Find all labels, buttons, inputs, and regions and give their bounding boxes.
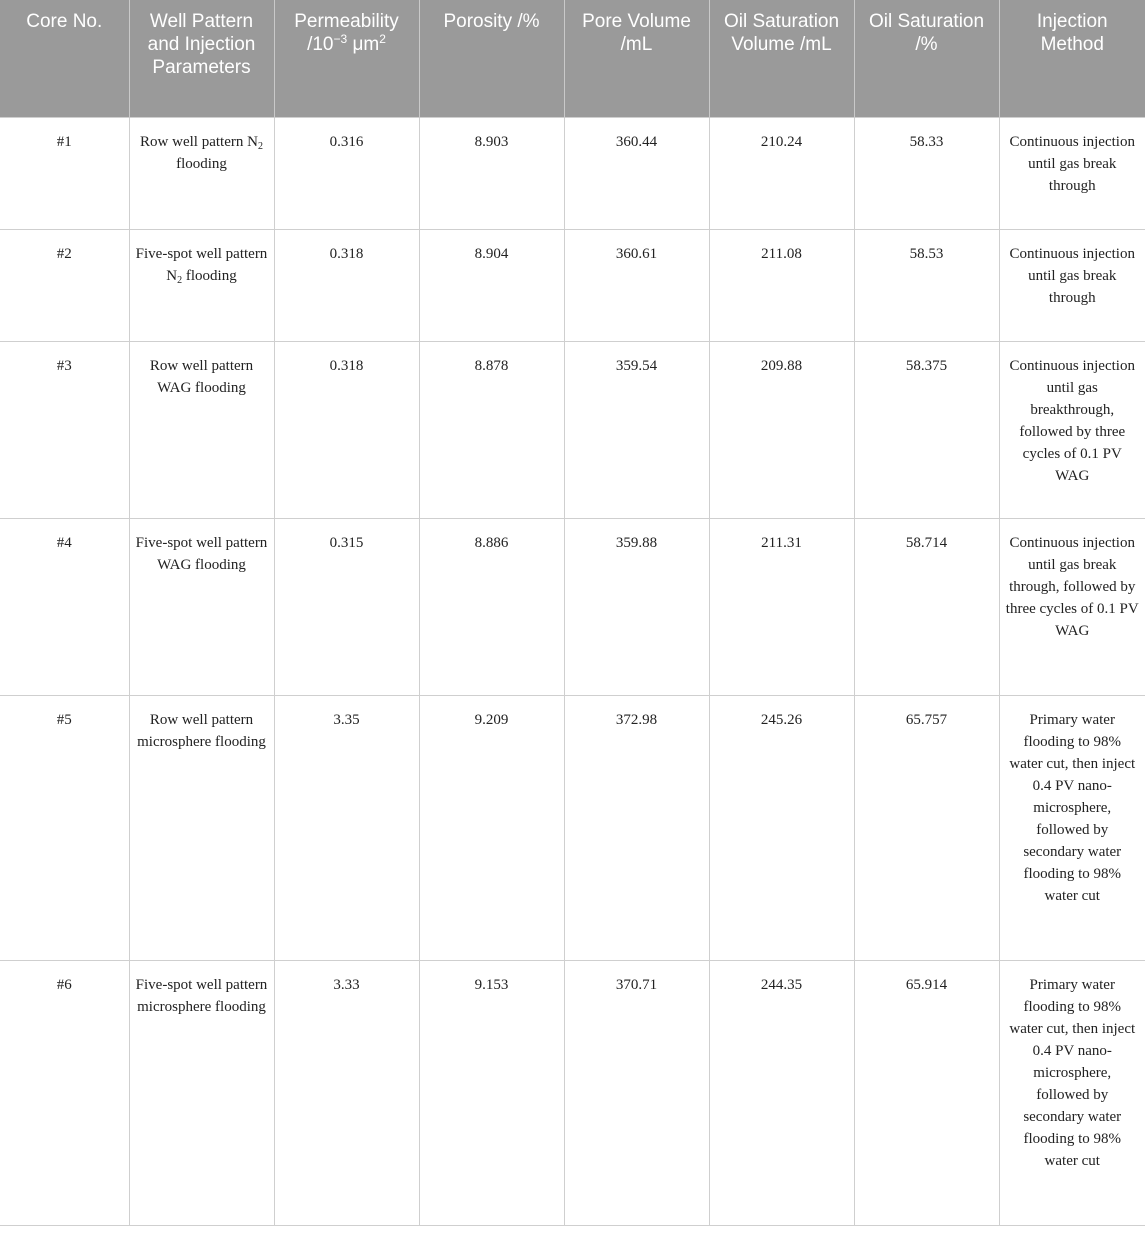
cell-porosity: 8.904 <box>419 229 564 341</box>
cell-oil-saturation-volume: 245.26 <box>709 695 854 960</box>
cell-porosity: 8.903 <box>419 117 564 229</box>
cell-well-pattern: Five-spot well pattern microsphere flooding <box>129 960 274 1225</box>
cell-permeability: 3.35 <box>274 695 419 960</box>
cell-core-no: #4 <box>0 518 129 695</box>
cell-core-no: #3 <box>0 341 129 518</box>
cell-porosity: 9.153 <box>419 960 564 1225</box>
table-row <box>0 695 1145 960</box>
header-row <box>0 0 1145 117</box>
table-row <box>0 341 1145 518</box>
cell-well-pattern: Five-spot well pattern $N_2$ flooding <box>129 229 274 341</box>
header-porosity: Porosity /% <box>419 0 564 117</box>
cell-oil-saturation: 65.914 <box>854 960 999 1225</box>
cell-injection-method: Continuous injection until gas breakthrough, followed by three cycles of 0.1 PV WAG <box>999 341 1145 518</box>
cell-oil-saturation-volume: 211.31 <box>709 518 854 695</box>
cell-porosity: 8.878 <box>419 341 564 518</box>
cell-injection-method: Primary water flooding to 98% water cut, then inject 0.4 PV nano-microsphere, followed by secondary water flooding to 98% water cut <box>999 695 1145 960</box>
cell-oil-saturation-volume: 211.08 <box>709 229 854 341</box>
cell-oil-saturation-volume: 244.35 <box>709 960 854 1225</box>
header-pore-volume: Pore Volume /mL <box>564 0 709 117</box>
header-oil-saturation-volume: Oil Saturation Volume /mL <box>709 0 854 117</box>
cell-well-pattern: Row well pattern microsphere flooding <box>129 695 274 960</box>
cell-oil-saturation-volume: 210.24 <box>709 117 854 229</box>
cell-oil-saturation: 58.375 <box>854 341 999 518</box>
cell-oil-saturation: 58.53 <box>854 229 999 341</box>
cell-permeability: 0.316 <box>274 117 419 229</box>
cell-core-no: #1 <box>0 117 129 229</box>
header-oil-saturation: Oil Saturation /% <box>854 0 999 117</box>
header-well-pattern: Well Pattern and Injection Parameters <box>129 0 274 117</box>
table-row <box>0 229 1145 341</box>
cell-pore-volume: 360.44 <box>564 117 709 229</box>
cell-well-pattern: Row well pattern $N_2$ flooding <box>129 117 274 229</box>
table-row <box>0 960 1145 1225</box>
header-permeability <box>274 0 419 117</box>
header-injection-method: Injection Method <box>999 0 1145 117</box>
cell-core-no: #2 <box>0 229 129 341</box>
cell-permeability: 0.318 <box>274 229 419 341</box>
table-row <box>0 117 1145 229</box>
cell-core-no: #6 <box>0 960 129 1225</box>
cell-well-pattern: Five-spot well pattern WAG flooding <box>129 518 274 695</box>
cell-oil-saturation: 58.33 <box>854 117 999 229</box>
cell-permeability: 0.318 <box>274 341 419 518</box>
cell-core-no: #5 <box>0 695 129 960</box>
cell-permeability: 3.33 <box>274 960 419 1225</box>
header-core-no: Core No. <box>0 0 129 117</box>
cell-injection-method: Continuous injection until gas break through, followed by three cycles of 0.1 PV WAG <box>999 518 1145 695</box>
table-row <box>0 518 1145 695</box>
cell-injection-method: Continuous injection until gas break through <box>999 229 1145 341</box>
cell-pore-volume: 370.71 <box>564 960 709 1225</box>
cell-oil-saturation-volume: 209.88 <box>709 341 854 518</box>
cell-permeability: 0.315 <box>274 518 419 695</box>
cell-injection-method: Primary water flooding to 98% water cut, then inject 0.4 PV nano-microsphere, followed by secondary water flooding to 98% water cut <box>999 960 1145 1225</box>
header-permeability-unit: $/10^{-3}$ $\mu m^2$ <box>307 32 386 55</box>
cell-pore-volume: 359.88 <box>564 518 709 695</box>
cell-porosity: 8.886 <box>419 518 564 695</box>
cell-pore-volume: 372.98 <box>564 695 709 960</box>
cell-pore-volume: 360.61 <box>564 229 709 341</box>
header-permeability-label: Permeability <box>294 11 399 32</box>
cell-well-pattern: Row well pattern WAG flooding <box>129 341 274 518</box>
cell-porosity: 9.209 <box>419 695 564 960</box>
cell-injection-method: Continuous injection until gas break through <box>999 117 1145 229</box>
cell-oil-saturation: 65.757 <box>854 695 999 960</box>
cell-oil-saturation: 58.714 <box>854 518 999 695</box>
cell-pore-volume: 359.54 <box>564 341 709 518</box>
